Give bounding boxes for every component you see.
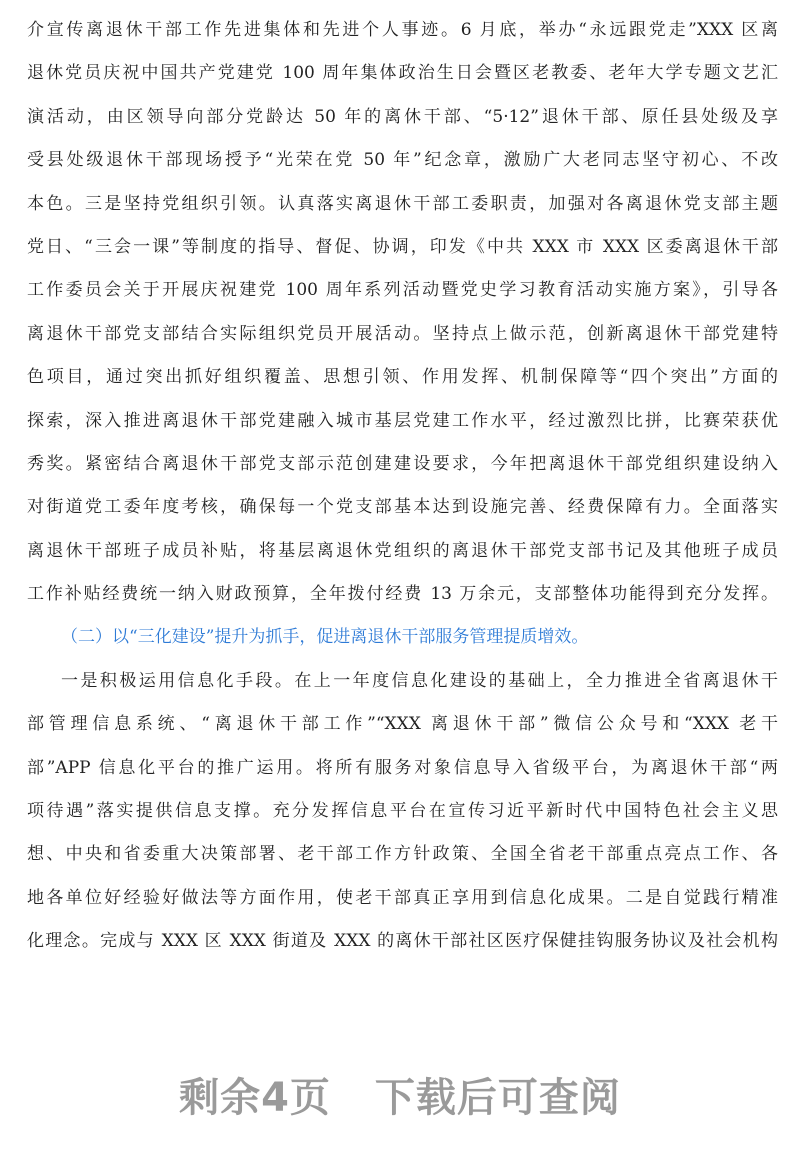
paragraph-line: 受县处级退休干部现场授予“光荣在党 50 年”纪念章，激励广大老同志坚守初心、不改	[27, 150, 778, 171]
paragraph-line: 化理念。完成与 XXX 区 XXX 街道及 XXX 的离休干部社区医疗保健挂钩服务协议及社会机构	[27, 931, 778, 952]
paragraph-line: 退休党员庆祝中国共产党建党 100 周年集体政治生日会暨区老教委、老年大学专题文艺汇	[27, 63, 778, 84]
paragraph-line: 本色。三是坚持党组织引领。认真落实离退休干部工委职责，加强对各离退休党支部主题	[27, 193, 778, 214]
paragraph-line: 介宣传离退休干部工作先进集体和先进个人事迹。6 月底，举办“永远跟党走”XXX 区离	[27, 20, 778, 40]
paragraph-line: 离退休干部班子成员补贴，将基层离退休党组织的离退休干部党支部书记及其他班子成员	[27, 540, 778, 561]
download-to-view-label: 下载后可查阅	[374, 1075, 621, 1121]
paragraph-line: 地各单位好经验好做法等方面作用，使老干部真正享用到信息化成果。二是自觉践行精准	[27, 887, 778, 908]
paragraph-line: 秀奖。紧密结合离退休干部党支部示范创建建设要求，今年把离退休干部党组织建设纳入	[27, 453, 778, 474]
paragraph-line: 项待遇”落实提供信息支撑。充分发挥信息平台在宣传习近平新时代中国特色社会主义思	[27, 801, 778, 822]
paragraph-line: 离退休干部党支部结合实际组织党员开展活动。坚持点上做示范，创新离退休干部党建特	[27, 323, 778, 344]
paragraph-line: 演活动，由区领导向部分党龄达 50 年的离休干部、“5·12”退休干部、原任县处级及享	[27, 106, 778, 127]
paragraph-line: 想、中央和省委重大决策部署、老干部工作方针政策、全国全省老干部重点亮点工作、各	[27, 844, 778, 865]
paragraph-line: 党日、“三会一课”等制度的指导、督促、协调，印发《中共 XXX 市 XXX 区委离退休干部	[27, 236, 778, 257]
remaining-pages-label: 剩余4页	[179, 1075, 331, 1121]
download-prompt[interactable]	[0, 1066, 800, 1123]
section-heading: （二）以“三化建设”提升为抓手，促进离退休干部服务管理提质增效。	[61, 627, 589, 648]
document-page	[27, 13, 778, 968]
paragraph-line: 探索，深入推进离退休干部党建融入城市基层党建工作水平，经过激烈比拼，比赛荣获优	[27, 410, 778, 431]
paragraph-line: 色项目，通过突出抓好组织覆盖、思想引领、作用发挥、机制保障等“四个突出”方面的	[27, 367, 778, 388]
paragraph-line: 工作补贴经费统一纳入财政预算，全年拨付经费 13 万余元，支部整体功能得到充分发挥。	[27, 584, 778, 605]
paragraph-line: 工作委员会关于开展庆祝建党 100 周年系列活动暨党史学习教育活动实施方案》，引导各	[27, 280, 778, 301]
paragraph-line: 一是积极运用信息化手段。在上一年度信息化建设的基础上，全力推进全省离退休干	[61, 670, 778, 691]
paragraph-line: 对街道党工委年度考核，确保每一个党支部基本达到设施完善、经费保障有力。全面落实	[27, 497, 778, 518]
paragraph-line: 部”APP 信息化平台的推广运用。将所有服务对象信息导入省级平台，为离退休干部“两	[27, 757, 778, 778]
paragraph-line: 部管理信息系统、“离退休干部工作”“XXX 离退休干部”微信公众号和“XXX 老干	[27, 714, 778, 735]
